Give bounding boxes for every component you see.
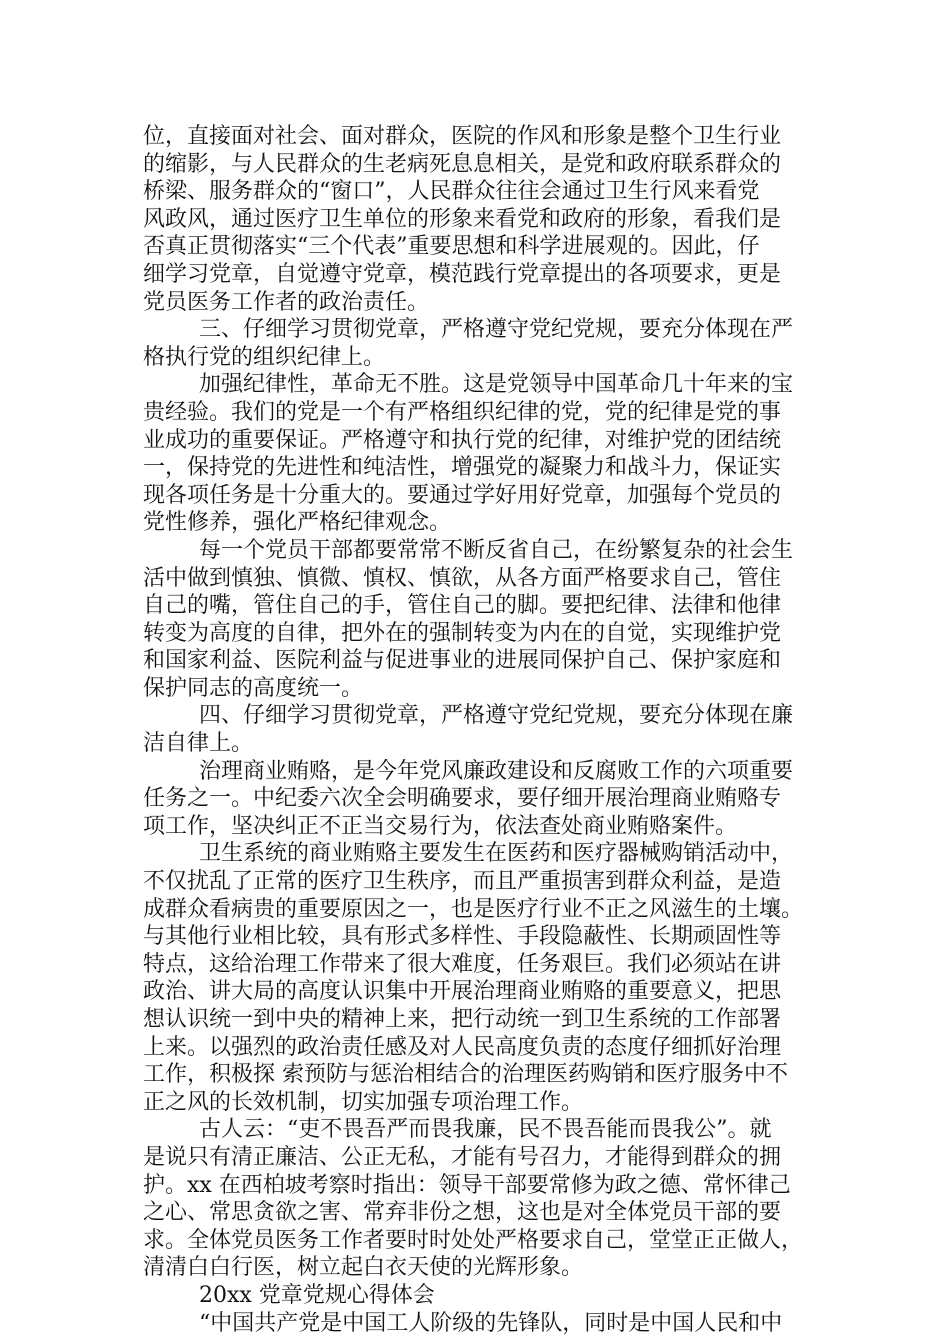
text-line: 桥梁、服务群众的“窗口”，人民群众往往会通过卫生行风来看党 xyxy=(143,179,760,205)
text-line: 不仅扰乱了正常的医疗卫生秩序，而且严重损害到群众利益，是造 xyxy=(143,869,782,895)
text-line: 20xx 党章党规心得体会 xyxy=(199,1282,435,1308)
text-line: 清清白白行医，树立起白衣天使的光辉形象。 xyxy=(143,1255,584,1281)
text-line: 项工作，坚决纠正不正当交易行为，依法查处商业贿赂案件。 xyxy=(143,813,738,839)
text-line: 格执行党的组织纪律上。 xyxy=(143,344,386,370)
text-line: 求。全体党员医务工作者要时时处处严格要求自己，堂堂正正做人， xyxy=(143,1227,804,1253)
text-line: 政治、讲大局的高度认识集中开展治理商业贿赂的重要意义，把思 xyxy=(143,979,782,1005)
text-line: 自己的嘴，管住自己的手，管住自己的脚。要把纪律、法律和他律 xyxy=(143,593,782,619)
text-line: 贵经验。我们的党是一个有严格组织纪律的党，党的纪律是党的事 xyxy=(143,399,782,425)
text-line: 否真正贯彻落实“三个代表”重要思想和科学进展观的。因此，仔 xyxy=(143,234,760,260)
text-line: 工作，积极探 索预防与惩治相结合的治理医药购销和医疗服务中不 xyxy=(143,1062,788,1088)
text-line: 之心、常思贪欲之害、常弃非份之想，这也是对全体党员干部的要 xyxy=(143,1200,782,1226)
text-line: 活中做到慎独、慎微、慎权、慎欲，从各方面严格要求自己，管住 xyxy=(143,565,782,591)
text-line: 治理商业贿赂，是今年党风廉政建设和反腐败工作的六项重要 xyxy=(199,758,794,784)
text-line: 与其他行业相比较，具有形式多样性、手段隐蔽性、长期顽固性等 xyxy=(143,924,782,950)
text-line: 是说只有清正廉洁、公正无私，才能有号召力，才能得到群众的拥 xyxy=(143,1144,782,1170)
text-line: 现各项任务是十分重大的。要通过学好用好党章，加强每个党员的 xyxy=(143,482,782,508)
text-line: 业成功的重要保证。严格遵守和执行党的纪律，对维护党的团结统 xyxy=(143,427,782,453)
text-line: 位，直接面对社会、面对群众，医院的作风和形象是整个卫生行业 xyxy=(143,124,782,149)
text-line: 想认识统一到中央的精神上来，把行动统一到卫生系统的工作部署 xyxy=(143,1007,782,1032)
text-line: 任务之一。中纪委六次全会明确要求，要仔细开展治理商业贿赂专 xyxy=(143,786,782,812)
text-line: 古人云：“吏不畏吾严而畏我廉，民不畏吾能而畏我公”。就 xyxy=(199,1117,772,1143)
text-line: 风政风，通过医疗卫生单位的形象来看党和政府的形象，看我们是 xyxy=(143,206,782,232)
text-line: 党员医务工作者的政治责任。 xyxy=(143,289,430,315)
text-line: 成群众看病贵的重要原因之一，也是医疗行业不正之风滋生的土壤。 xyxy=(143,896,804,922)
text-line: 洁自律上。 xyxy=(143,731,254,757)
text-line: 特点，这给治理工作带来了很大难度，任务艰巨。我们必须站在讲 xyxy=(143,951,782,977)
text-line: 护。xx 在西柏坡考察时指出：领导干部要常修为政之德、常怀律己 xyxy=(143,1172,791,1198)
text-line: 卫生系统的商业贿赂主要发生在医药和医疗器械购销活动中， xyxy=(199,841,794,867)
text-line: 四、仔细学习贯彻党章，严格遵守党纪党规，要充分体现在廉 xyxy=(199,703,794,729)
text-line: 上来。以强烈的政治责任感及对人民高度负责的态度仔细抓好治理 xyxy=(143,1034,782,1060)
text-line: 正之风的长效机制，切实加强专项治理工作。 xyxy=(143,1089,584,1115)
text-line: 转变为高度的自律，把外在的强制转变为内在的自觉，实现维护党 xyxy=(143,620,782,646)
text-line: 每一个党员干部都要常常不断反省自己，在纷繁复杂的社会生 xyxy=(199,537,794,563)
text-line: 三、仔细学习贯彻党章，严格遵守党纪党规，要充分体现在严 xyxy=(199,317,794,343)
text-line: 一，保持党的先进性和纯洁性，增强党的凝聚力和战斗力，保证实 xyxy=(143,455,782,481)
text-line: 保护同志的高度统一。 xyxy=(143,675,364,701)
text-line: 和国家利益、医院利益与促进事业的进展同保护自己、保护家庭和 xyxy=(143,648,782,674)
text-line: 加强纪律性，革命无不胜。这是党领导中国革命几十年来的宝 xyxy=(199,372,794,398)
text-line: “中国共产党是中国工人阶级的先锋队，同时是中国人民和中 xyxy=(199,1310,783,1336)
text-line: 细学习党章，自觉遵守党章，模范践行党章提出的各项要求，更是 xyxy=(143,261,782,287)
body-text xyxy=(143,123,823,1337)
text-line: 的缩影，与人民群众的生老病死息息相关，是党和政府联系群众的 xyxy=(143,151,782,177)
text-line: 党性修养，强化严格纪律观念。 xyxy=(143,510,452,536)
